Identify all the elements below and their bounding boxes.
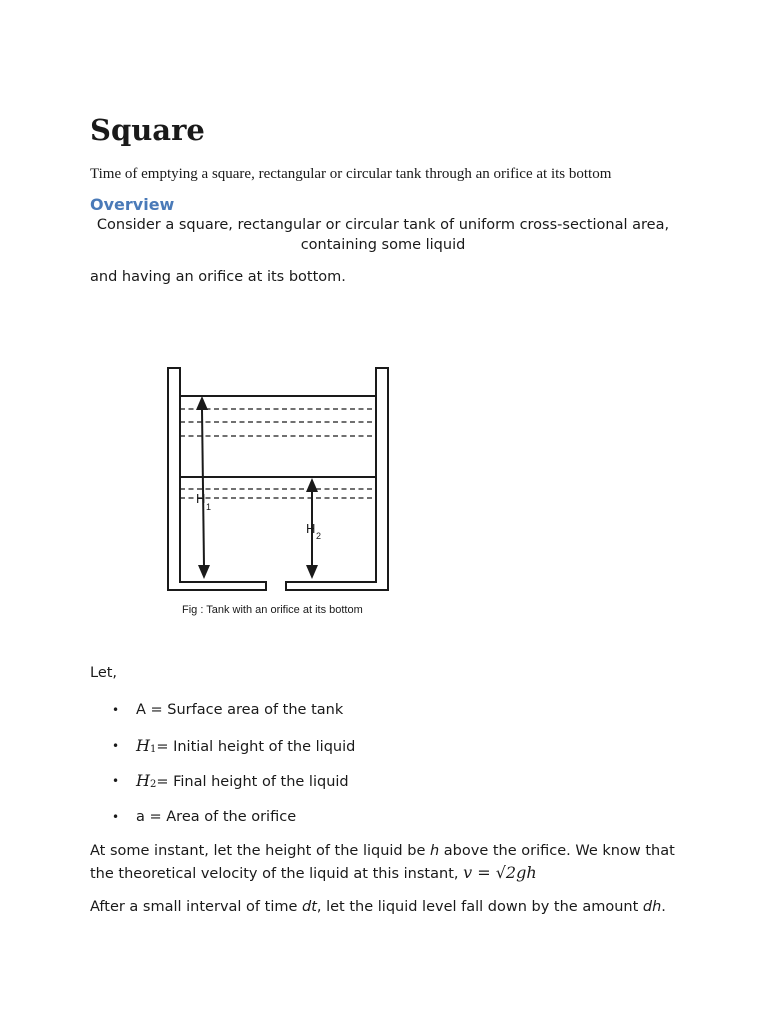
h1-arrow (196, 396, 210, 579)
tank-wall-right (286, 368, 388, 590)
var-dt: dt (302, 899, 317, 915)
definitions-list (112, 698, 355, 840)
definition-symbol: H (136, 771, 150, 790)
label-h1: H (196, 491, 206, 506)
var-h: h (429, 843, 440, 859)
list-item (112, 698, 355, 734)
list-item (112, 734, 355, 770)
label-h2-sub: 2 (316, 531, 322, 541)
definition-text: = Initial height of the liquid (156, 738, 356, 755)
section-heading-overview: Overview (90, 195, 175, 214)
label-h1-sub: 1 (206, 502, 212, 512)
page-title: Square (90, 113, 205, 147)
tank-figure (160, 360, 400, 620)
list-item (112, 769, 355, 805)
list-item (112, 805, 355, 841)
definition-text: = Final height of the liquid (156, 774, 349, 790)
definition-text: A = Surface area of the tank (136, 702, 344, 718)
overview-intro-text: Consider a square, rectangular or circular tank of uniform cross-sectional area, containing some liquid (96, 217, 670, 253)
overview-continuation-text: and having an orifice at its bottom. (90, 269, 346, 285)
definition-symbol: H (136, 735, 150, 755)
let-label: Let, (90, 665, 118, 681)
definition-symbol-sub: 2 (149, 779, 157, 790)
dashed-level-lines (180, 409, 376, 498)
tank-wall-left (168, 368, 266, 590)
velocity-paragraph: At some instant, let the height of the liquid be h above the orifice. We know that the theoretical velocity of the liquid at this instant, v = √2gh (90, 843, 675, 882)
definition-symbol-sub: 1 (149, 743, 157, 755)
figure-caption: Fig : Tank with an orifice at its bottom (182, 604, 363, 616)
definition-text: a = Area of the orifice (136, 808, 297, 825)
label-h2: H (306, 521, 316, 536)
velocity-formula: v = √2gh (463, 863, 537, 882)
var-dh: dh (642, 899, 662, 915)
page-subtitle: Time of emptying a square, rectangular or circular tank through an orifice at its bottom (90, 166, 612, 182)
interval-paragraph: After a small interval of time dt, let the liquid level fall down by the amount dh. (90, 899, 666, 915)
